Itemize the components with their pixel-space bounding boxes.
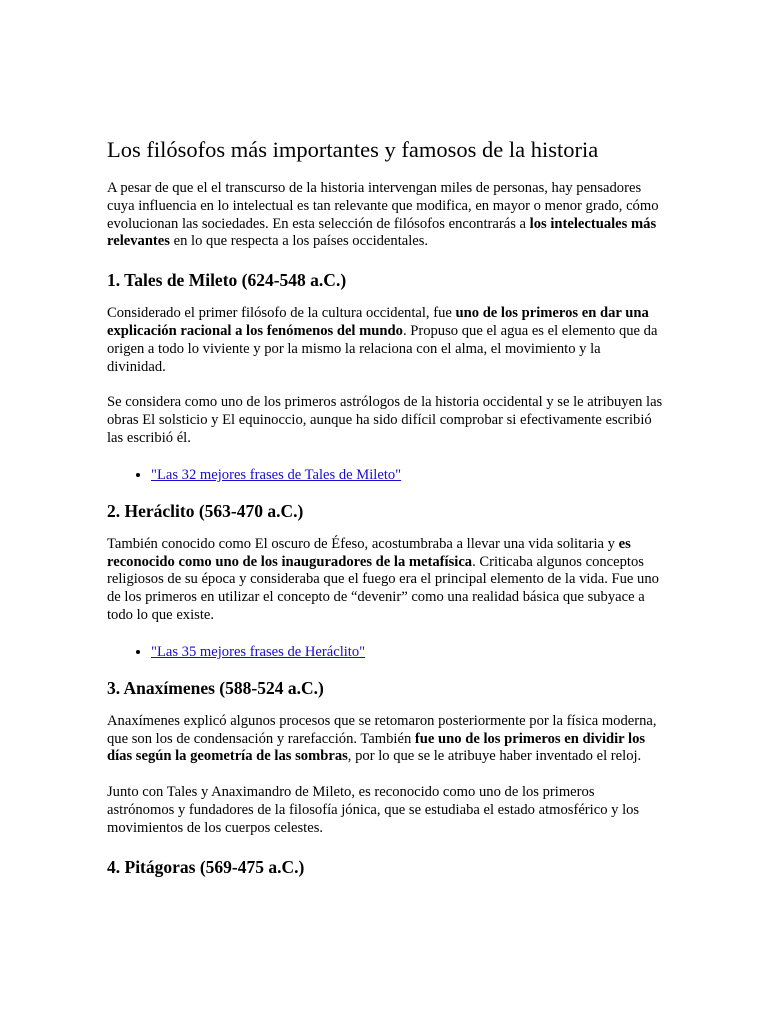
tales-paragraph-1 bbox=[107, 305, 663, 376]
page-title: Los filósofos más importantes y famosos de la historia bbox=[107, 137, 599, 162]
heraclito-quotes-link[interactable]: "Las 35 mejores frases de Heráclito" bbox=[151, 643, 366, 660]
heraclito-link-list bbox=[107, 643, 663, 661]
tales-text-2: . Propuso que el agua es el elemento que da origen a todo lo viviente y por la mismo la relaciona con el alma, el movimiento y la divinidad. bbox=[107, 322, 658, 375]
tales-quotes-link[interactable]: "Las 32 mejores frases de Tales de Mileto" bbox=[151, 466, 402, 483]
tales-link-list bbox=[107, 466, 663, 484]
heraclito-text-1: También conocido como El oscuro de Éfeso, acostumbraba a llevar una vida solitaria y bbox=[107, 535, 619, 552]
tales-paragraph-2: Se considera como uno de los primeros astrólogos de la historia occidental y se le atribuyen las obras El solsticio y El equinoccio, aunque ha sido difícil comprobar si efectivamente escribió las escribió él. bbox=[107, 394, 663, 446]
list-item bbox=[151, 643, 663, 661]
intro-bold: los intelectuales más relevantes bbox=[107, 215, 657, 250]
anaximenes-paragraph-1 bbox=[107, 713, 663, 766]
tales-bold: uno de los primeros en dar una explicación racional a los fenómenos del mundo bbox=[107, 305, 649, 339]
anaximenes-bold: fue uno de los primeros en dividir los días según la geometría de las sombras bbox=[107, 730, 646, 765]
list-item bbox=[151, 466, 663, 484]
anaximenes-text-2: , por lo que se le atribuye haber inventado el reloj. bbox=[347, 748, 642, 765]
intro-paragraph bbox=[107, 180, 663, 251]
section-heading-heraclito: 2. Heráclito (563-470 a.C.) bbox=[107, 500, 304, 521]
intro-text-1: A pesar de que el el transcurso de la historia intervengan miles de personas, hay pensadores cuya influencia en lo intelectual es tan relevante que modifica, en mayor o menor grado, cómo evolucionan las sociedades. En esta selección de filósofos encontrarás a bbox=[107, 180, 659, 232]
anaximenes-text-1: Anaxímenes explicó algunos procesos que se retomaron posteriormente por la física moderna, que son los de condensación y rarefacción. También bbox=[107, 712, 657, 747]
document-page bbox=[107, 136, 663, 892]
section-heading-tales: 1. Tales de Mileto (624-548 a.C.) bbox=[107, 270, 347, 291]
intro-text-2: en lo que respecta a los países occidentales. bbox=[169, 233, 429, 250]
section-heading-pitagoras: 4. Pitágoras (569-475 a.C.) bbox=[107, 856, 305, 877]
heraclito-bold: es reconocido como uno de los inauguradores de la metafísica bbox=[107, 535, 631, 570]
heraclito-text-2: . Criticaba algunos conceptos religiosos de su época y consideraba que el fuego era el principal elemento de la vida. Fue uno de los primeros en utilizar el concepto de “devenir” como una realidad básica que subyace a todo lo que existe. bbox=[107, 553, 659, 623]
section-heading-anaximenes: 3. Anaxímenes (588-524 a.C.) bbox=[107, 677, 324, 698]
tales-text-1: Considerado el primer filósofo de la cultura occidental, fue bbox=[107, 305, 456, 322]
heraclito-paragraph-1 bbox=[107, 536, 663, 625]
anaximenes-paragraph-2: Junto con Tales y Anaximandro de Mileto, es reconocido como uno de los primeros astrónomos y fundadores de la filosofía jónica, que se estudiaba el estado atmosférico y los movimientos de los cuerpos celestes. bbox=[107, 784, 640, 836]
